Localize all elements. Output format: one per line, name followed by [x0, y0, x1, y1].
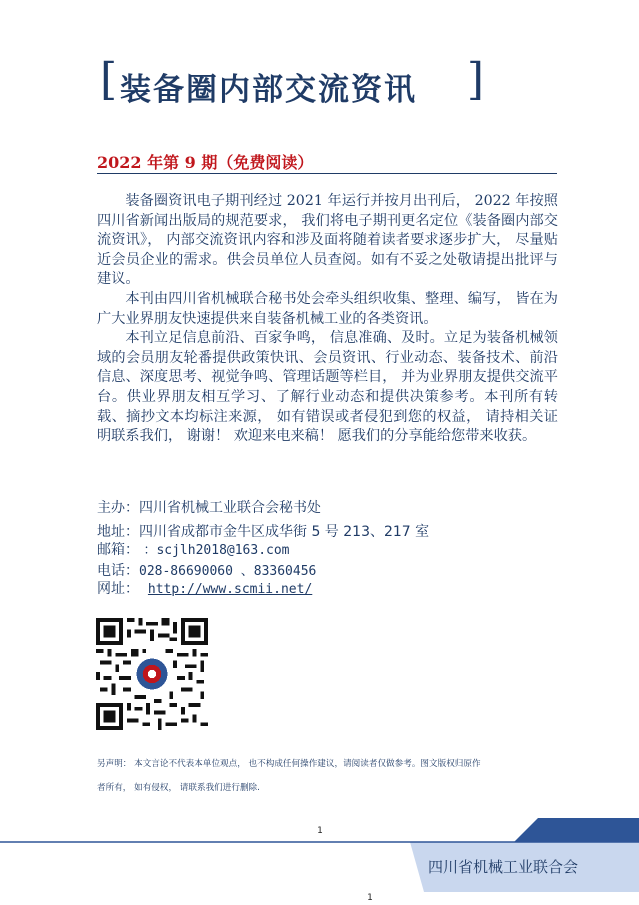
paragraph-2: 本刊由四川省机械联合秘书处会牵头组织收集、整理、编写， 皆在为广大业界朋友快速提供来自装备机械工业的各类资讯。 [97, 290, 558, 327]
address-row [97, 521, 429, 541]
issue-label: 2022 年第 9 期（免费阅读） [97, 153, 314, 172]
footer-band [0, 812, 639, 892]
disclaimer [97, 752, 567, 800]
organizer-value: 四川省机械工业联合会秘书处 [139, 500, 321, 516]
intro-body [97, 192, 558, 447]
phone-row [97, 560, 316, 580]
website-link[interactable]: http://www.scmii.net/ [147, 582, 313, 597]
website-row [97, 578, 312, 598]
masthead [100, 54, 490, 108]
email-label: 邮箱： [97, 542, 139, 558]
bracket-right: ] [466, 54, 484, 105]
page-number-bottom: 1 [367, 893, 373, 903]
issue-divider [97, 173, 557, 174]
email-value[interactable]: ：scjlh2018@163.com [143, 543, 290, 558]
organizer-label: 主办： [97, 500, 139, 516]
address-label: 地址： [97, 524, 139, 540]
email-row [97, 539, 290, 559]
disclaimer-line-2: 者所有， 如有侵权， 请联系我们进行删除. [97, 783, 260, 793]
paragraph-1: 装备圈资讯电子期刊经过 2021 年运行并按月出刊后， 2022 年按照四川省新闻出版局的规范要求， 我们将电子期刊更名定位《装备圈内部交流资讯》， 内部交流资讯内容和涉及面将随着读者要求逐步扩大， 尽量贴近会员企业的需求。供会员单位人员查阅。如有不妥之处敬请提出批评与建议。 [97, 193, 558, 288]
masthead-title: 装备圈内部交流资讯 [120, 72, 417, 108]
website-label: 网址： [97, 581, 139, 597]
organizer-row [97, 497, 321, 517]
page-number: 1 [317, 826, 323, 836]
disclaimer-line-1: 另声明： 本文言论不代表本单位观点， 也不构成任何操作建议，请阅读者仅做参考。图文版权归原作 [97, 759, 481, 769]
footer-organization: 四川省机械工业联合会 [428, 858, 579, 876]
qr-code-icon [96, 618, 208, 730]
phone-label: 电话： [97, 563, 139, 579]
address-value: 四川省成都市金牛区成华街 5 号 213、217 室 [139, 524, 430, 540]
paragraph-3: 本刊立足信息前沿、百家争鸣， 信息准确、及时。立足为装备机械领域的会员朋友轮番提供政策快讯、会员资讯、行业动态、装备技术、前沿信息、深度思考、视觉争鸣、管理话题等栏目， 并为业界朋友提供交流平台。供业界朋友相互学习、了解行业动态和提供决策参考。本刊所有转载、摘抄文本均标注来源， 如有错误或者侵犯到您的权益， 请持相关证明联系我们， 谢谢！ 欢迎来电来稿！ 愿我们的分享能给您带来收获。 [97, 330, 558, 445]
phone-value: 028-86690060 、83360456 [139, 564, 317, 579]
bracket-left: [ [100, 54, 118, 105]
